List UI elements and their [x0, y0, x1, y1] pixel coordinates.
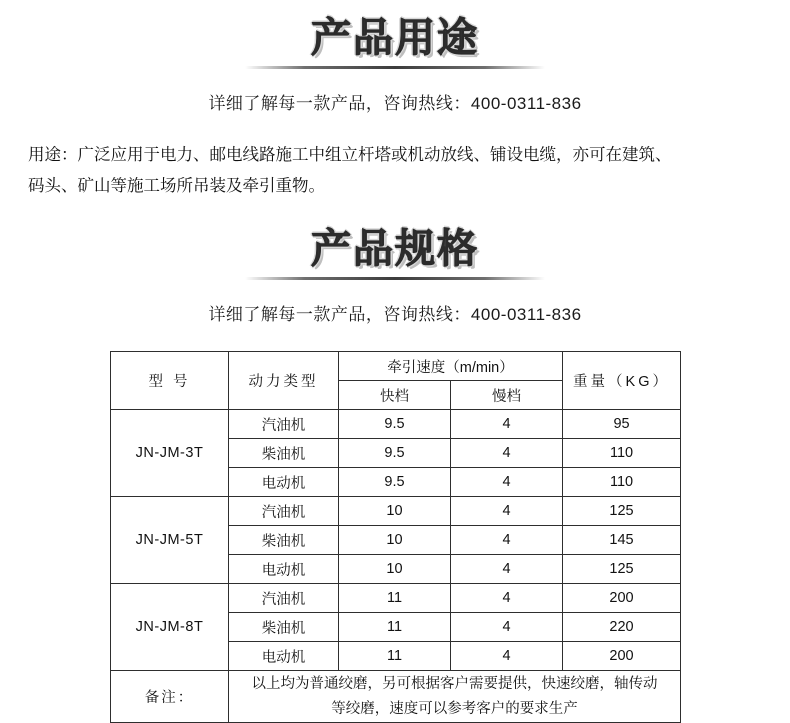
header-speed-group: 牵引速度（m/min）: [339, 352, 563, 381]
power-type-cell: 柴油机: [229, 439, 339, 468]
weight-cell: 125: [563, 555, 681, 584]
usage-section-title: 产品用途: [0, 18, 790, 58]
power-type-cell: 汽油机: [229, 497, 339, 526]
speed-slow-cell: 4: [451, 439, 563, 468]
power-type-cell: 汽油机: [229, 584, 339, 613]
usage-paragraph-line-2: 码头、矿山等施工场所吊装及牵引重物。: [28, 176, 325, 195]
usage-title-underline: [245, 66, 545, 69]
speed-slow-cell: 4: [451, 410, 563, 439]
model-cell: JN-JM-3T: [111, 410, 229, 497]
table-row: [111, 410, 681, 439]
weight-cell: 220: [563, 613, 681, 642]
weight-cell: 110: [563, 439, 681, 468]
weight-cell: 125: [563, 497, 681, 526]
weight-cell: 110: [563, 468, 681, 497]
speed-slow-cell: 4: [451, 584, 563, 613]
header-weight: 重量（KG）: [563, 352, 681, 410]
speed-fast-cell: 10: [339, 555, 451, 584]
weight-cell: 200: [563, 642, 681, 671]
speed-fast-cell: 9.5: [339, 439, 451, 468]
note-body: [229, 671, 681, 723]
speed-fast-cell: 11: [339, 584, 451, 613]
speed-slow-cell: 4: [451, 613, 563, 642]
table-row: [111, 584, 681, 613]
note-line-2: 等绞磨，速度可以参考客户的要求生产: [331, 700, 578, 717]
power-type-cell: 汽油机: [229, 410, 339, 439]
speed-fast-cell: 10: [339, 497, 451, 526]
header-speed-fast: 快档: [339, 381, 451, 410]
note-label: 备注：: [111, 671, 229, 723]
power-type-cell: 电动机: [229, 555, 339, 584]
speed-fast-cell: 10: [339, 526, 451, 555]
spec-section-header: [0, 201, 790, 325]
weight-cell: 145: [563, 526, 681, 555]
speed-fast-cell: 9.5: [339, 410, 451, 439]
speed-slow-cell: 4: [451, 497, 563, 526]
usage-section-subtitle: 详细了解每一款产品，咨询热线：400-0311-836: [208, 94, 582, 113]
speed-fast-cell: 11: [339, 613, 451, 642]
weight-cell: 95: [563, 410, 681, 439]
spec-section-subtitle: 详细了解每一款产品，咨询热线：400-0311-836: [208, 305, 582, 325]
weight-cell: 200: [563, 584, 681, 613]
speed-fast-cell: 9.5: [339, 468, 451, 497]
power-type-cell: 柴油机: [229, 613, 339, 642]
header-model: 型 号: [111, 352, 229, 410]
table-header-row-1: [111, 352, 681, 381]
speed-fast-cell: 11: [339, 642, 451, 671]
model-cell: JN-JM-5T: [111, 497, 229, 584]
table-note-row: [111, 671, 681, 723]
power-type-cell: 柴油机: [229, 526, 339, 555]
speed-slow-cell: 4: [451, 468, 563, 497]
spec-table-wrapper: [110, 351, 680, 723]
usage-paragraph: [28, 140, 762, 201]
note-line-1: 以上均为普通绞磨，另可根据客户需要提供，快速绞磨，轴传动: [251, 676, 658, 693]
usage-section-header: [0, 0, 790, 114]
power-type-cell: 电动机: [229, 642, 339, 671]
spec-table: [110, 351, 681, 723]
speed-slow-cell: 4: [451, 642, 563, 671]
header-speed-slow: 慢档: [451, 381, 563, 410]
power-type-cell: 电动机: [229, 468, 339, 497]
model-cell: JN-JM-8T: [111, 584, 229, 671]
spec-title-underline: [245, 277, 545, 280]
speed-slow-cell: 4: [451, 526, 563, 555]
spec-section-title: 产品规格: [0, 229, 790, 269]
usage-paragraph-line-1: 用途：广泛应用于电力、邮电线路施工中组立杆塔或机动放线、铺设电缆，亦可在建筑、: [28, 146, 672, 164]
table-row: [111, 497, 681, 526]
header-power-type: 动力类型: [229, 352, 339, 410]
speed-slow-cell: 4: [451, 555, 563, 584]
